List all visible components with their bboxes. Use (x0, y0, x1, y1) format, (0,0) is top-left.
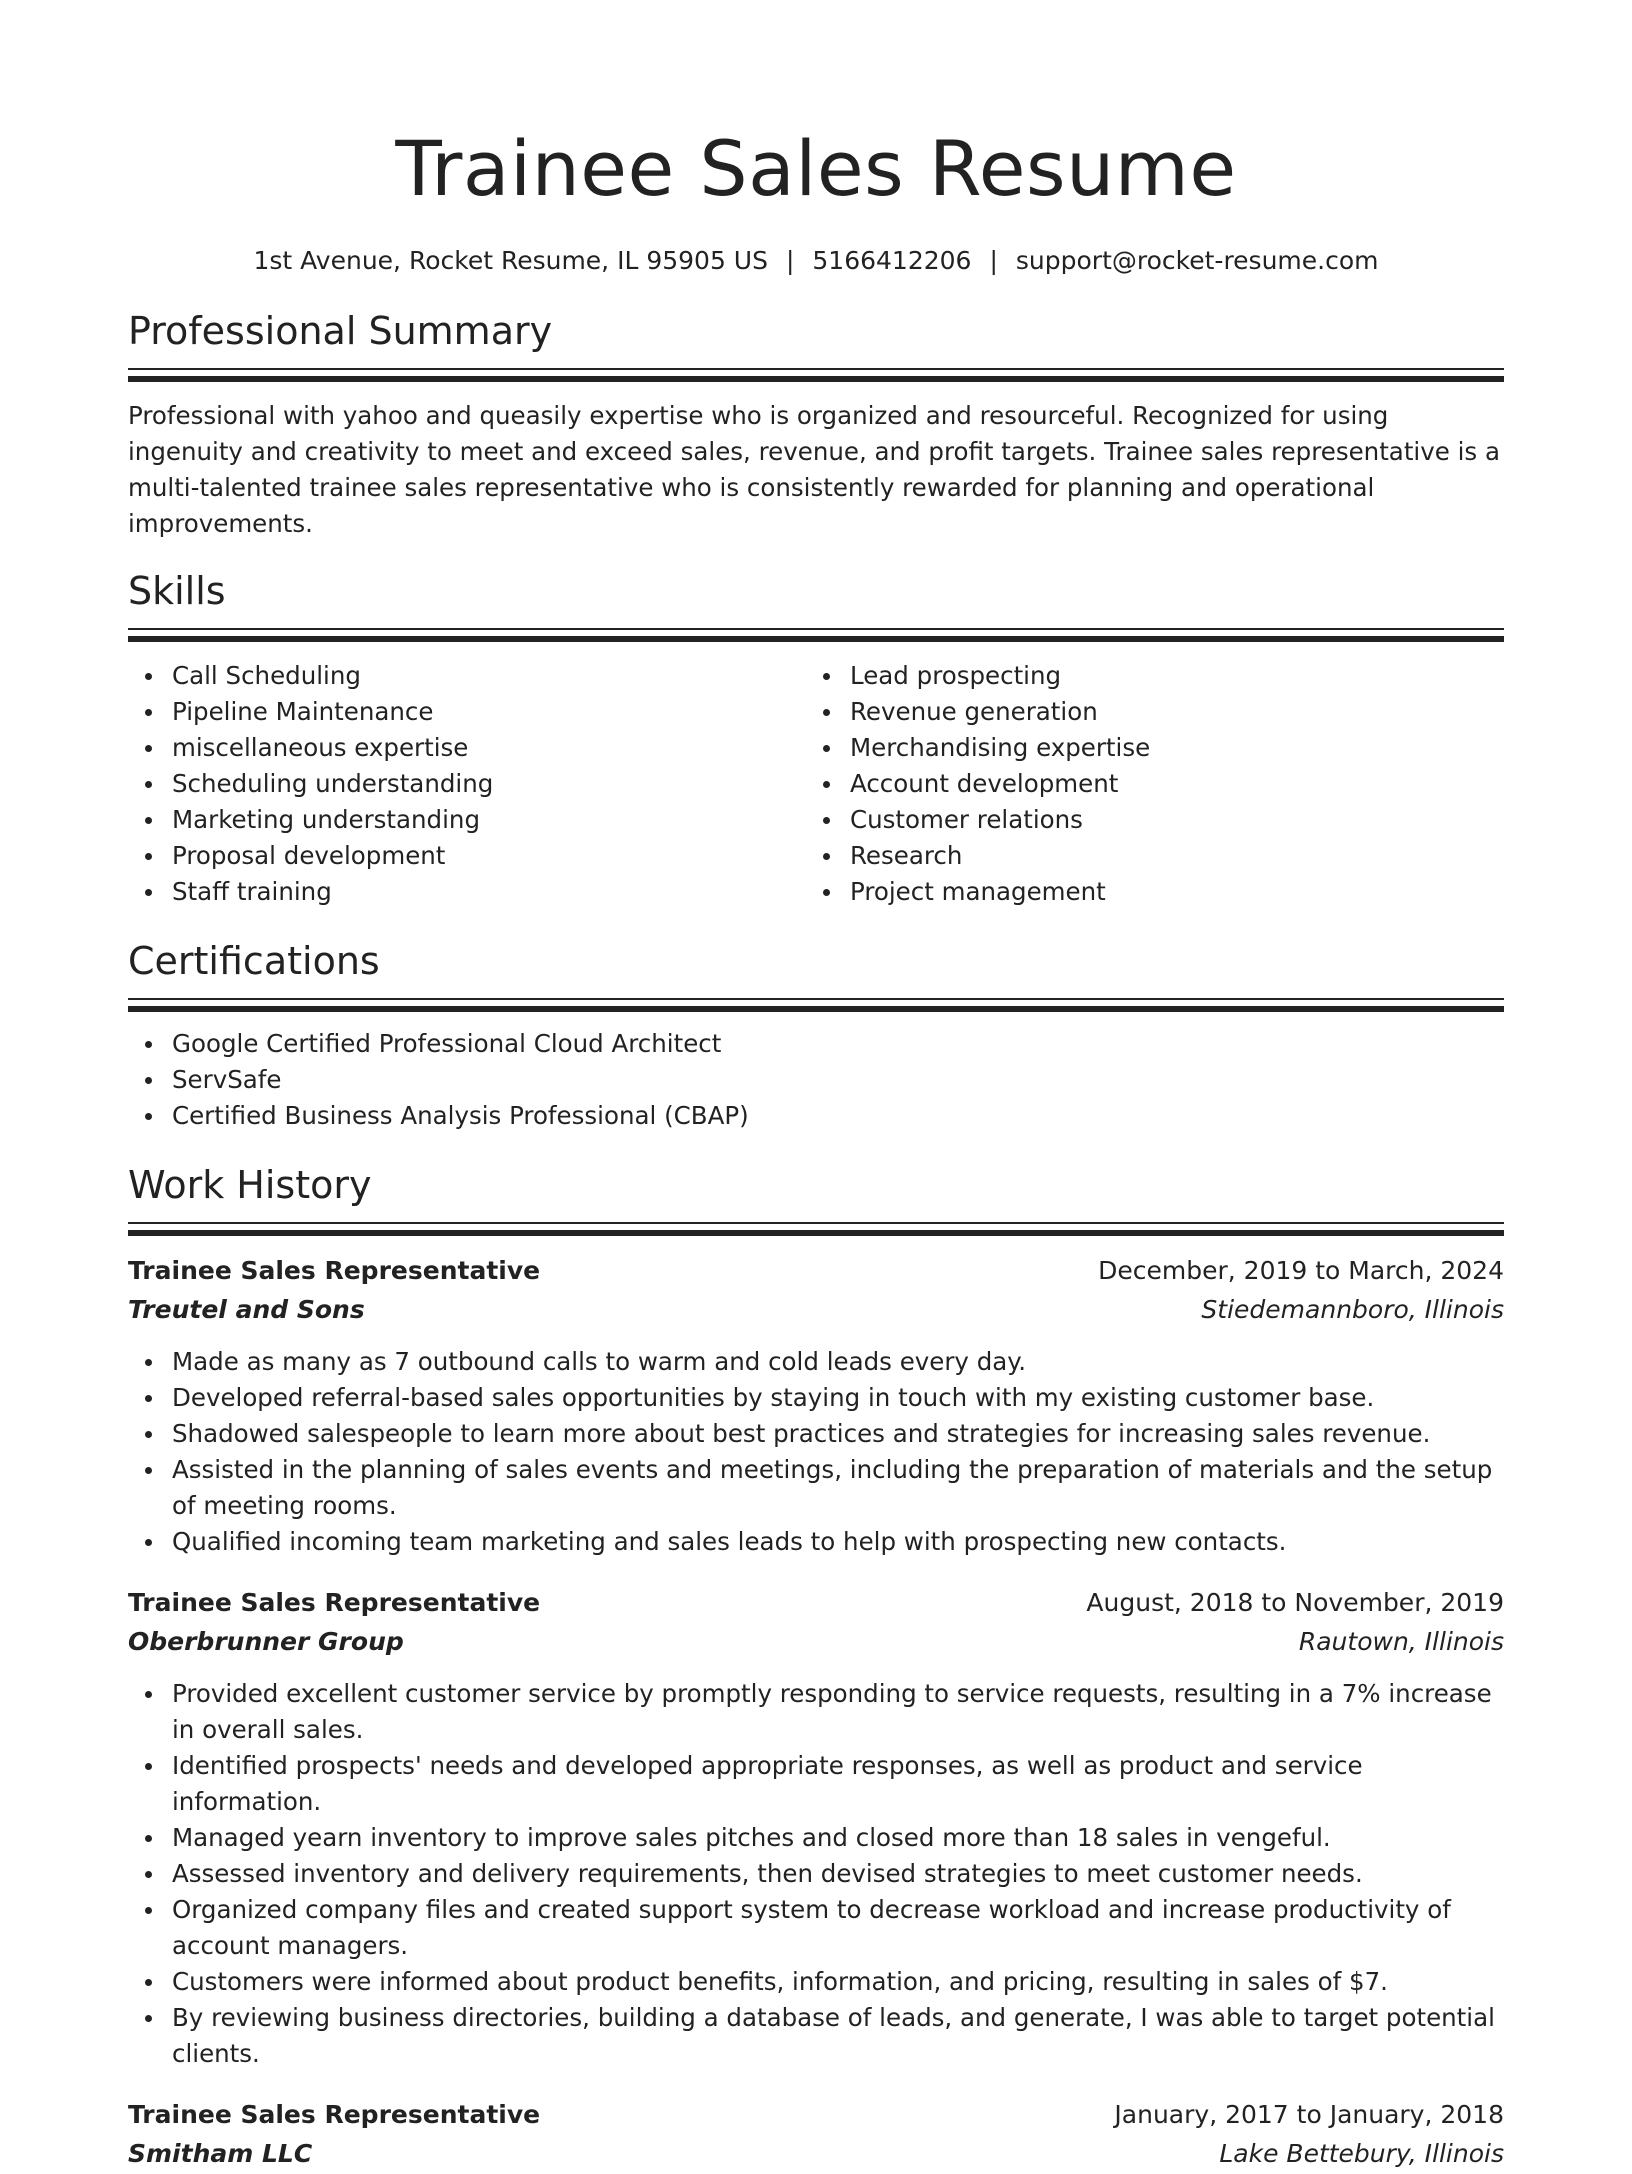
job-dates: January, 2017 to January, 2018 (1114, 2100, 1504, 2129)
certifications-heading: Certifications (128, 939, 380, 983)
job-bullet: Qualified incoming team marketing and sales leads to help with prospecting new contacts. (128, 1524, 1504, 1560)
job-dates: December, 2019 to March, 2024 (1098, 1256, 1504, 1285)
job-bullet: Managed yearn inventory to improve sales pitches and closed more than 18 sales in vengeful. (128, 1820, 1504, 1856)
job-entry (128, 1584, 1504, 2072)
job-title: Trainee Sales Representative (128, 2100, 541, 2129)
contact-phone: 5166412206 (812, 246, 972, 275)
contact-email: support@rocket-resume.com (1015, 246, 1379, 275)
job-bullet: By reviewing business directories, building a database of leads, and generate, I was able to target potential clients. (128, 2000, 1504, 2072)
job-bullet: Customers were informed about product benefits, information, and pricing, resulting in sales of $7. (128, 1964, 1504, 2000)
job-company: Oberbrunner Group (128, 1627, 404, 1656)
skill-item: Merchandising expertise (806, 730, 1484, 766)
job-dates: August, 2018 to November, 2019 (1086, 1588, 1504, 1617)
section-divider (128, 368, 1504, 382)
skill-item: miscellaneous expertise (128, 730, 806, 766)
contact-line (128, 244, 1504, 278)
job-header (128, 1252, 1504, 1290)
certification-item: Certified Business Analysis Professional (CBAP) (128, 1098, 1504, 1134)
job-bullet: Developed referral-based sales opportunities by staying in touch with my existing customer base. (128, 1380, 1504, 1416)
job-bullet: Identified prospects' needs and developed appropriate responses, as well as product and service information. (128, 1748, 1504, 1820)
contact-address: 1st Avenue, Rocket Resume, IL 95905 US (253, 246, 768, 275)
skills-columns (128, 658, 1504, 910)
contact-separator: | (785, 246, 795, 275)
job-bullet: Organized company files and created support system to decrease workload and increase productivity of account managers. (128, 1892, 1504, 1964)
skill-item: Call Scheduling (128, 658, 806, 694)
skill-item: Project management (806, 874, 1484, 910)
certification-item: ServSafe (128, 1062, 1504, 1098)
skills-section (128, 568, 1504, 910)
job-bullet: Made as many as 7 outbound calls to warm and cold leads every day. (128, 1344, 1504, 1380)
job-bullet: Provided excellent customer service by promptly responding to service requests, resulting in a 7% increase in overall sales. (128, 1676, 1504, 1748)
job-subheader (128, 1622, 1504, 1662)
job-bullets (128, 1344, 1504, 1560)
resume-title: Trainee Sales Resume (395, 124, 1237, 213)
job-subheader (128, 1290, 1504, 1330)
job-header (128, 2096, 1504, 2134)
certifications-list (128, 1026, 1504, 1134)
skill-item: Scheduling understanding (128, 766, 806, 802)
skill-item: Lead prospecting (806, 658, 1484, 694)
job-title: Trainee Sales Representative (128, 1256, 541, 1285)
section-divider (128, 1222, 1504, 1236)
certification-item: Google Certified Professional Cloud Architect (128, 1026, 1504, 1062)
section-divider (128, 998, 1504, 1012)
job-company: Smitham LLC (128, 2139, 313, 2168)
job-entry (128, 2096, 1504, 2174)
skills-heading: Skills (128, 569, 226, 613)
job-company: Treutel and Sons (128, 1295, 365, 1324)
section-divider (128, 628, 1504, 642)
job-bullets (128, 1676, 1504, 2072)
skill-item: Marketing understanding (128, 802, 806, 838)
job-bullet: Assessed inventory and delivery requirements, then devised strategies to meet customer needs. (128, 1856, 1504, 1892)
skill-item: Revenue generation (806, 694, 1484, 730)
skill-item: Staff training (128, 874, 806, 910)
job-entry (128, 1252, 1504, 1560)
work-history-section (128, 1162, 1504, 2174)
job-bullet: Shadowed salespeople to learn more about best practices and strategies for increasing sales revenue. (128, 1416, 1504, 1452)
contact-separator: | (989, 246, 998, 275)
skills-list-left (128, 658, 806, 910)
skill-item: Pipeline Maintenance (128, 694, 806, 730)
skills-list-right (806, 658, 1484, 910)
job-bullet: Assisted in the planning of sales events and meetings, including the preparation of materials and the setup of meeting rooms. (128, 1452, 1504, 1524)
skill-item: Account development (806, 766, 1484, 802)
skill-item: Research (806, 838, 1484, 874)
job-location: Stiedemannboro, Illinois (1201, 1295, 1504, 1324)
work-history-heading: Work History (128, 1163, 372, 1207)
job-header (128, 1584, 1504, 1622)
job-location: Rautown, Illinois (1298, 1627, 1504, 1656)
job-subheader (128, 2134, 1504, 2174)
skill-item: Customer relations (806, 802, 1484, 838)
skill-item: Proposal development (128, 838, 806, 874)
summary-heading: Professional Summary (128, 309, 553, 353)
job-location: Lake Bettebury, Illinois (1219, 2139, 1504, 2168)
job-title: Trainee Sales Representative (128, 1588, 541, 1617)
summary-text: Professional with yahoo and queasily expertise who is organized and resourceful. Recognized for using ingenuity and creativity to meet and exceed sales, revenue, and profit targets. Trainee sales representative is a multi-talented trainee sales representative who is consistently rewarded for planning and operational improvements. (128, 401, 1500, 538)
summary-section (128, 308, 1504, 542)
certifications-section (128, 938, 1504, 1134)
